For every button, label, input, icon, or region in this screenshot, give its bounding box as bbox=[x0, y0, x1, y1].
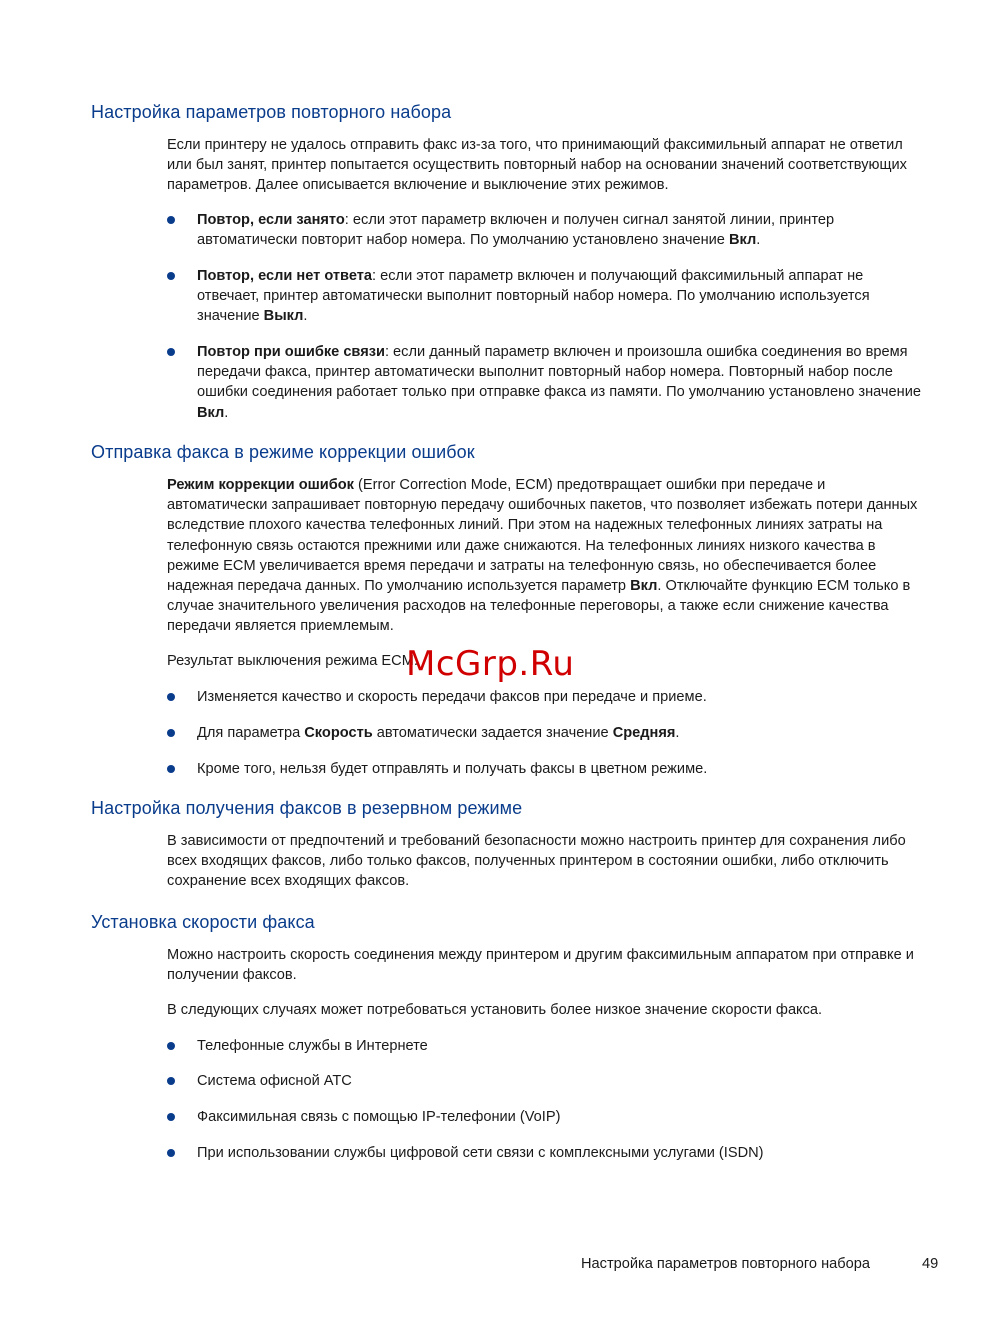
section-title-speed: Установка скорости факса bbox=[91, 912, 315, 932]
list-item: Изменяется качество и скорость передачи факсов при передаче и приеме. bbox=[167, 687, 927, 707]
footer-title: Настройка параметров повторного набора bbox=[581, 1256, 870, 1272]
bullet-dot-icon bbox=[167, 348, 175, 356]
list-item: Кроме того, нельзя будет отправлять и получать факсы в цветном режиме. bbox=[167, 759, 927, 779]
list-item: Для параметра Скорость автоматически задается значение Средняя. bbox=[167, 723, 927, 743]
section-title-ecm: Отправка факса в режиме коррекции ошибок bbox=[91, 442, 475, 462]
bullet-dot-icon bbox=[167, 1077, 175, 1085]
bullet-dot-icon bbox=[167, 1149, 175, 1157]
list-item: Телефонные службы в Интернете bbox=[167, 1036, 927, 1056]
ecm-result-label: Результат выключения режима ECM: bbox=[167, 653, 418, 669]
bullet-dot-icon bbox=[167, 216, 175, 224]
list-item: При использовании службы цифровой сети связи с комплексными услугами (ISDN) bbox=[167, 1143, 927, 1163]
page-number: 49 bbox=[922, 1256, 939, 1272]
section-title-redial: Настройка параметров повторного набора bbox=[91, 102, 452, 122]
bullet-dot-icon bbox=[167, 693, 175, 701]
bullet-dot-icon bbox=[167, 272, 175, 280]
ecm-intro: Режим коррекции ошибок (Error Correction Mode, ECM) предотвращает ошибки при передаче и автоматически запрашивает повторную передачу ошибочных пакетов, что позволяет избежать потери данных вследствие плохого качества телефонных линий. При этом на надежных телефонных линиях затраты на телефонную связь остаются прежними или даже снижаются. На телефонных линиях низкого качества в режиме ECM увеличивается время передачи и затраты на телефонную связь, но обеспечивается более надежная передача данных. По умолчанию используется параметр Вкл. Отключайте функцию ECM только в случае значительного увеличения расходов на телефонные переговоры, а также если снижение качества передачи является приемлемым. bbox=[167, 477, 918, 635]
section-title-backup: Настройка получения факсов в резервном режиме bbox=[91, 798, 523, 818]
list-item: Повтор при ошибке связи: если данный параметр включен и произошла ошибка соединения во время передачи факса, принтер автоматически выполнит повторный набор номера. Повторный набор после ошибки соединения работает только при отправке факса из памяти. По умолчанию установлено значение Вкл. bbox=[167, 342, 927, 423]
redial-intro: Если принтеру не удалось отправить факс из-за того, что принимающий факсимильный аппарат не ответил или был занят, принтер попытается осуществить повторный набор на основании значений соответствующих параметров. Далее описывается включение и выключение этих режимов. bbox=[167, 137, 907, 194]
list-item: Факсимильная связь с помощью IP-телефонии (VoIP) bbox=[167, 1107, 927, 1127]
list-item: Повтор, если нет ответа: если этот параметр включен и получающий факсимильный аппарат не отвечает, принтер автоматически выполнит повторный набор номера. По умолчанию используется значение Выкл. bbox=[167, 266, 927, 327]
speed-p1: Можно настроить скорость соединения между принтером и другим факсимильным аппаратом при отправке и получении факсов. bbox=[167, 947, 914, 984]
list-item: Система офисной АТС bbox=[167, 1071, 927, 1091]
bullet-dot-icon bbox=[167, 1113, 175, 1121]
bullet-dot-icon bbox=[167, 1042, 175, 1050]
bullet-dot-icon bbox=[167, 765, 175, 773]
bullet-dot-icon bbox=[167, 729, 175, 737]
backup-text: В зависимости от предпочтений и требований безопасности можно настроить принтер для сохранения либо всех входящих факсов, либо только факсов, полученных принтером в состоянии ошибки, либо отключить сохранение всех входящих факсов. bbox=[167, 833, 906, 890]
list-item: Повтор, если занято: если этот параметр включен и получен сигнал занятой линии, принтер автоматически повторит набор номера. По умолчанию установлено значение Вкл. bbox=[167, 210, 927, 250]
watermark: McGrp.Ru bbox=[406, 644, 575, 684]
speed-p2: В следующих случаях может потребоваться установить более низкое значение скорости факса. bbox=[167, 1002, 823, 1018]
